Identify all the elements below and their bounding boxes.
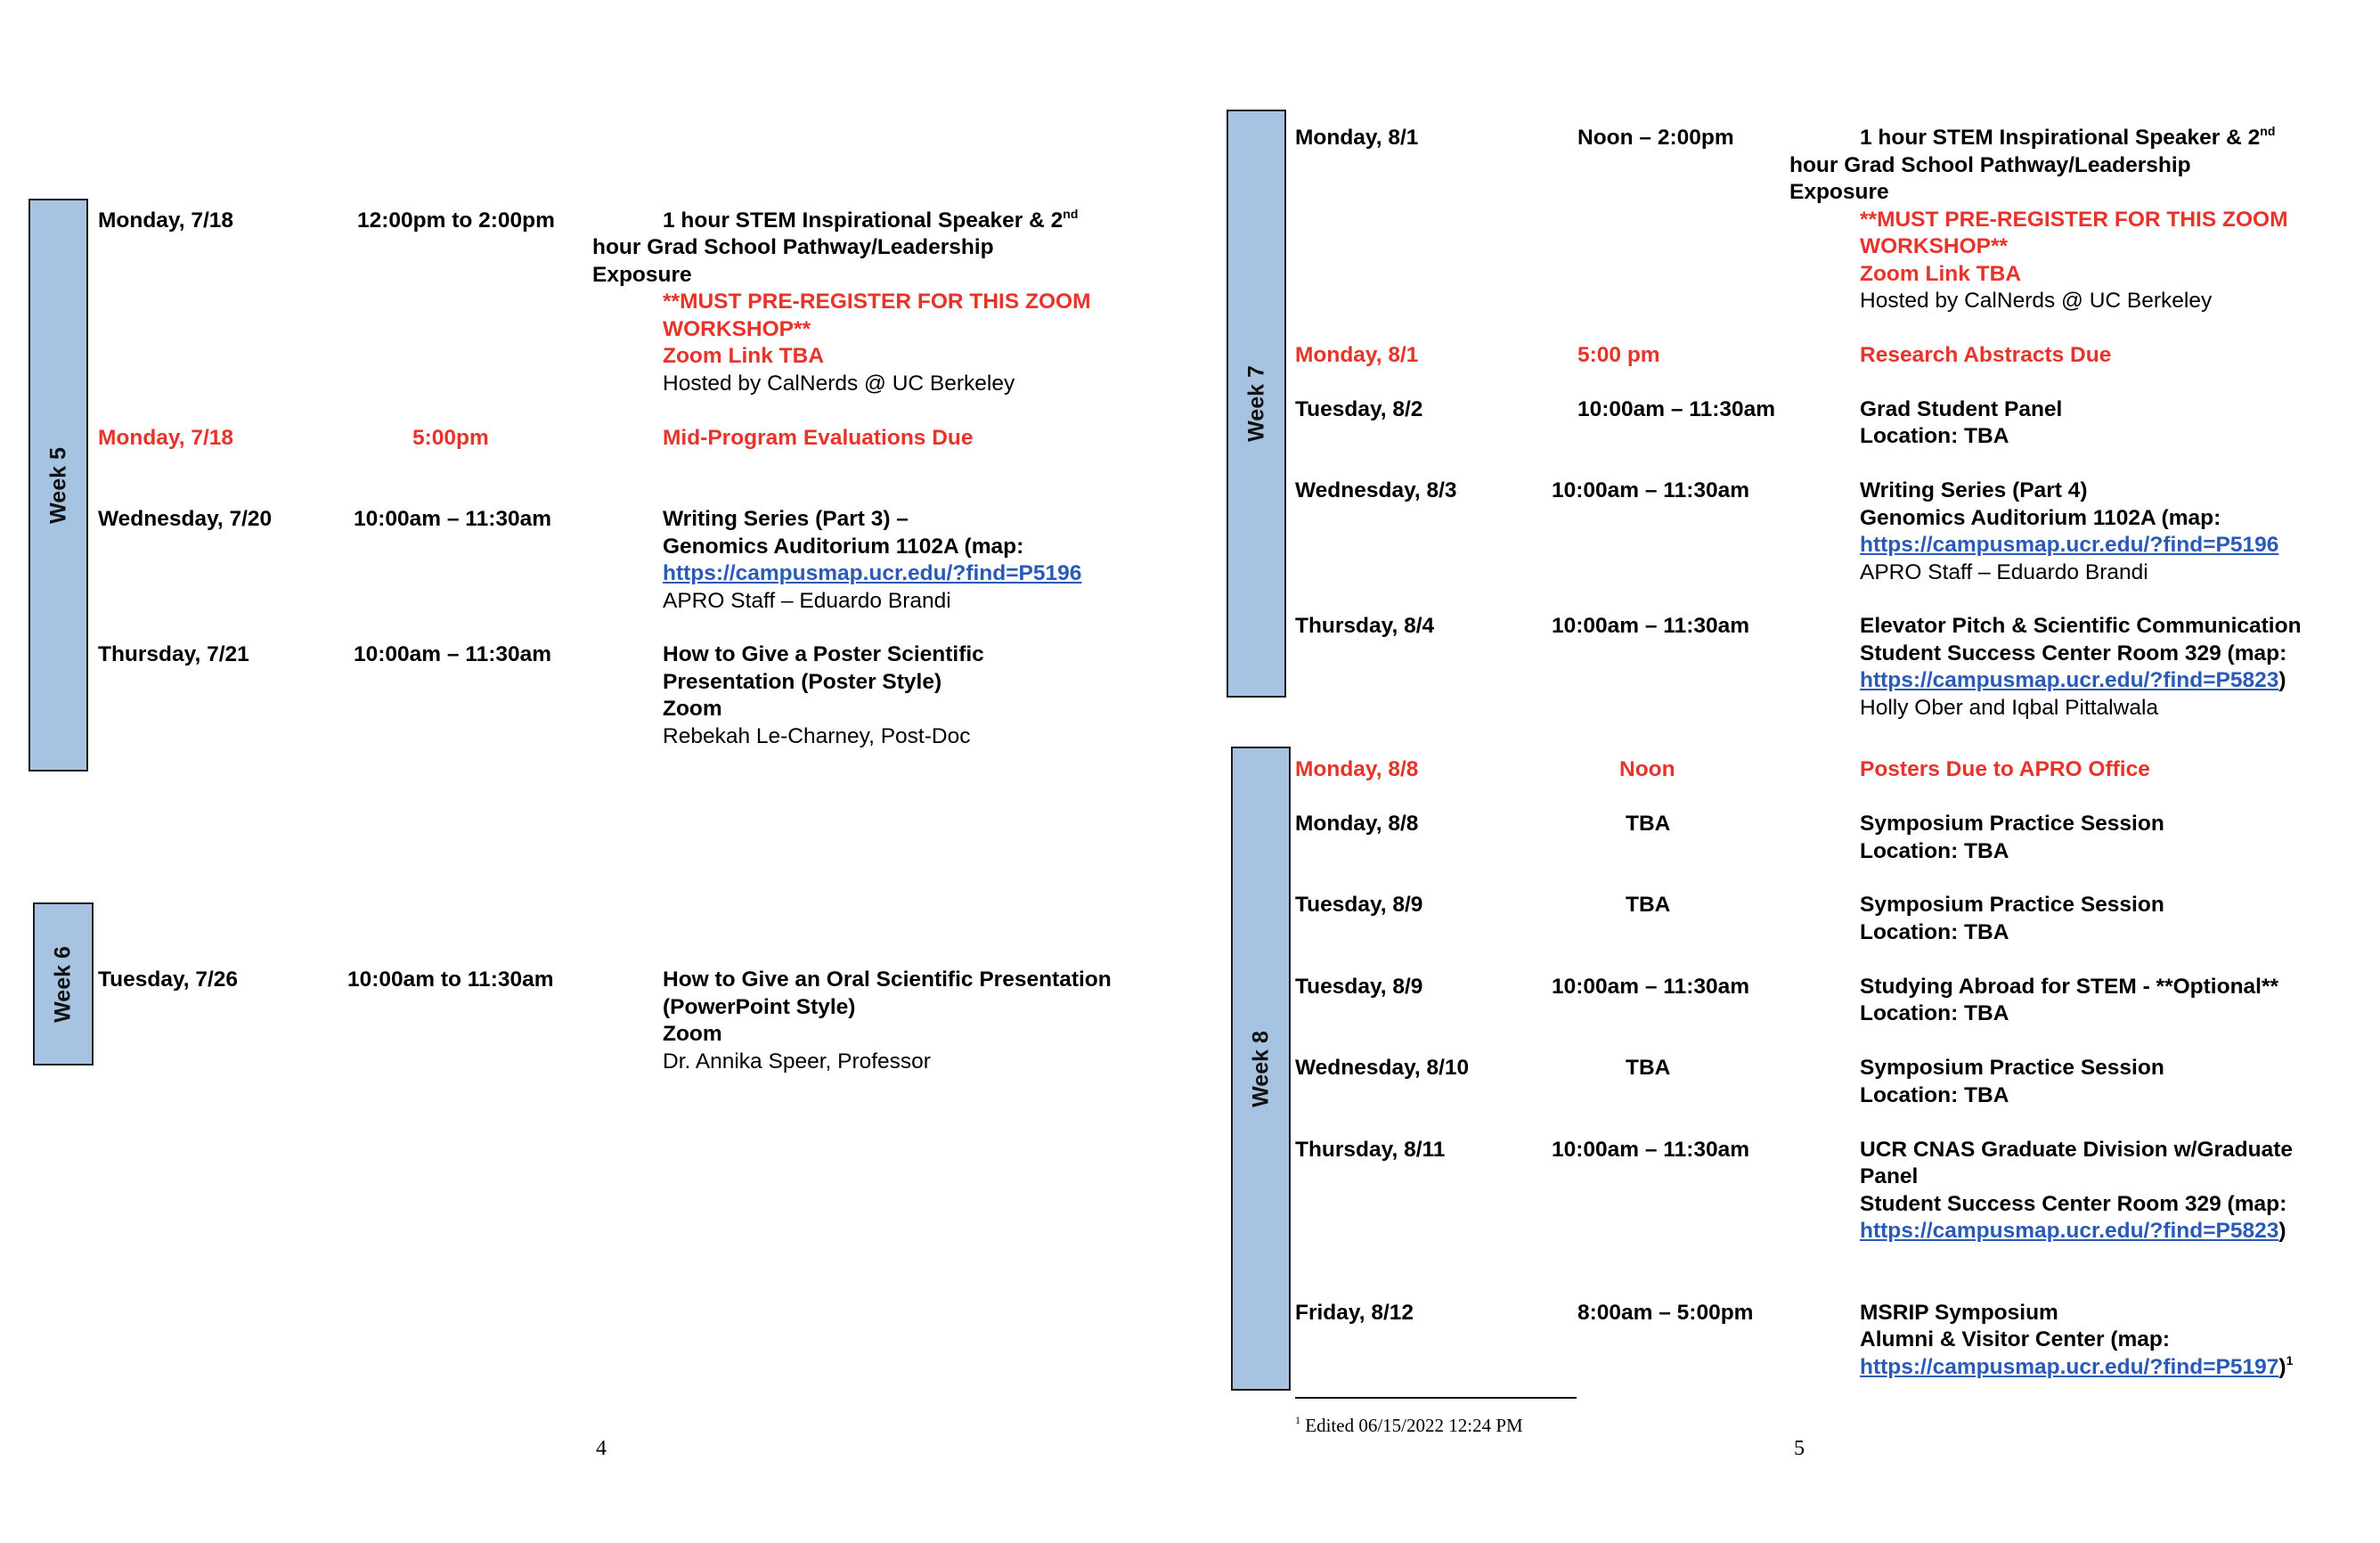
event-title-text: 1 hour STEM Inspirational Speaker & 2 [663, 208, 1064, 233]
event-location: Genomics Auditorium 1102A (map: [663, 535, 1024, 559]
event-presenter: APRO Staff – Eduardo Brandi [1860, 560, 2148, 584]
event-time: 10:00am to 11:30am [347, 967, 554, 992]
event-date: Monday, 8/8 [1295, 757, 1419, 781]
event-link-line [1860, 1354, 2293, 1382]
event-time: 8:00am – 5:00pm [1577, 1301, 1754, 1325]
week-8-label-box [1231, 747, 1291, 1391]
event-date: Monday, 8/8 [1295, 812, 1419, 836]
campus-map-link[interactable]: https://campusmap.ucr.edu/?find=P5823 [1860, 668, 2279, 692]
registration-notice: **MUST PRE-REGISTER FOR THIS ZOOM [663, 290, 1091, 314]
link-suffix: ) [2278, 1219, 2286, 1243]
campus-map-link[interactable]: https://campusmap.ucr.edu/?find=P5196 [1860, 533, 2279, 557]
event-date: Thursday, 8/11 [1295, 1138, 1446, 1162]
event-title: Symposium Practice Session [1860, 1056, 2164, 1080]
event-date: Monday, 7/18 [98, 208, 234, 233]
event-date: Wednesday, 8/3 [1295, 478, 1457, 502]
footnote [1295, 1415, 1523, 1437]
event-presenter: Dr. Annika Speer, Professor [663, 1049, 931, 1074]
event-title: How to Give a Poster Scientific [663, 642, 984, 666]
event-location: Genomics Auditorium 1102A (map: [1860, 506, 2221, 530]
event-title: Elevator Pitch & Scientific Communication [1860, 614, 2302, 638]
event-host: Hosted by CalNerds @ UC Berkeley [663, 371, 1015, 396]
event-title-text: 1 hour STEM Inspirational Speaker & 2 [1860, 126, 2261, 150]
event-time: TBA [1626, 893, 1671, 917]
event-location: Location: TBA [1860, 1001, 2009, 1025]
event-time: Noon [1619, 757, 1675, 781]
event-date: Wednesday, 8/10 [1295, 1056, 1470, 1080]
event-location: Student Success Center Room 329 (map: [1860, 1192, 2287, 1216]
event-date: Tuesday, 7/26 [98, 967, 239, 992]
event-time: TBA [1626, 1056, 1671, 1080]
event-title [1860, 125, 2275, 152]
event-time: 10:00am – 11:30am [1552, 614, 1750, 638]
link-suffix: ) [2278, 668, 2286, 692]
event-title-line: hour Grad School Pathway/Leadership [592, 235, 994, 259]
event-time: 5:00pm [412, 426, 489, 450]
event-time: 10:00am – 11:30am [1552, 478, 1750, 502]
event-title: Studying Abroad for STEM - **Optional** [1860, 975, 2279, 999]
event-time: 10:00am – 11:30am [1552, 1138, 1750, 1162]
campus-map-link[interactable]: https://campusmap.ucr.edu/?find=P5196 [663, 561, 1082, 585]
event-title: Writing Series (Part 4) [1860, 478, 2088, 502]
superscript: nd [2260, 124, 2276, 138]
event-date: Thursday, 8/4 [1295, 614, 1435, 638]
event-time: Noon – 2:00pm [1577, 126, 1734, 150]
page-5 [1190, 0, 2380, 1543]
event-time: TBA [1626, 812, 1671, 836]
event-title-line: hour Grad School Pathway/Leadership [1789, 153, 2191, 177]
week-label: Week 7 [1243, 365, 1268, 442]
footnote-reference[interactable]: 1 [2286, 1353, 2294, 1367]
event-location: Zoom [663, 697, 722, 721]
week-label: Week 5 [45, 446, 70, 524]
event-date: Monday, 7/18 [98, 426, 234, 450]
event-time: 10:00am – 11:30am [1577, 397, 1776, 421]
event-presenter: Rebekah Le-Charney, Post-Doc [663, 724, 971, 748]
registration-notice: WORKSHOP** [1860, 234, 2009, 258]
event-time: 12:00pm to 2:00pm [357, 208, 555, 233]
event-presenter: APRO Staff – Eduardo Brandi [663, 589, 951, 613]
week-label: Week 6 [50, 945, 76, 1023]
event-title-line: Exposure [1789, 180, 1889, 204]
footnote-marker: 1 [1295, 1414, 1300, 1426]
event-title: UCR CNAS Graduate Division w/Graduate [1860, 1138, 2294, 1162]
event-time: 10:00am – 11:30am [354, 642, 552, 666]
event-title: Grad Student Panel [1860, 397, 2063, 421]
event-date: Monday, 8/1 [1295, 126, 1419, 150]
page-number: 5 [1794, 1437, 1805, 1460]
event-title-line: Panel [1860, 1164, 1919, 1188]
link-suffix: ) [2278, 1355, 2286, 1379]
registration-notice: **MUST PRE-REGISTER FOR THIS ZOOM [1860, 208, 2288, 232]
event-date: Tuesday, 8/9 [1295, 975, 1423, 999]
event-title: Research Abstracts Due [1860, 343, 2112, 367]
event-title-line: Presentation (Poster Style) [663, 670, 942, 694]
event-title: Mid-Program Evaluations Due [663, 426, 974, 450]
superscript: nd [1063, 207, 1079, 221]
event-title: Posters Due to APRO Office [1860, 757, 2150, 781]
event-location: Location: TBA [1860, 839, 2009, 863]
event-link-line [1860, 667, 2286, 695]
event-time: 10:00am – 11:30am [354, 507, 552, 531]
week-7-label-box [1227, 110, 1286, 698]
event-location: Location: TBA [1860, 424, 2009, 448]
event-title-line: Exposure [592, 263, 692, 287]
event-title-line: (PowerPoint Style) [663, 995, 856, 1019]
event-time: 5:00 pm [1577, 343, 1660, 367]
campus-map-link[interactable]: https://campusmap.ucr.edu/?find=P5823 [1860, 1219, 2279, 1243]
event-date: Monday, 8/1 [1295, 343, 1419, 367]
event-title: MSRIP Symposium [1860, 1301, 2058, 1325]
footnote-text: Edited 06/15/2022 12:24 PM [1305, 1415, 1523, 1436]
campus-map-link[interactable]: https://campusmap.ucr.edu/?find=P5197 [1860, 1355, 2279, 1379]
event-date: Tuesday, 8/2 [1295, 397, 1423, 421]
event-date: Thursday, 7/21 [98, 642, 249, 666]
event-time: 10:00am – 11:30am [1552, 975, 1750, 999]
event-title: Symposium Practice Session [1860, 893, 2164, 917]
event-date: Tuesday, 8/9 [1295, 893, 1423, 917]
week-5-label-box [29, 199, 88, 772]
week-6-label-box [33, 902, 94, 1065]
event-location: Zoom [663, 1022, 722, 1046]
event-location: Student Success Center Room 329 (map: [1860, 641, 2287, 665]
registration-notice: WORKSHOP** [663, 317, 811, 341]
zoom-link-notice: Zoom Link TBA [663, 344, 825, 368]
footnote-separator [1295, 1397, 1577, 1399]
event-title: Symposium Practice Session [1860, 812, 2164, 836]
event-location: Location: TBA [1860, 1083, 2009, 1107]
event-title [663, 208, 1078, 235]
event-date: Wednesday, 7/20 [98, 507, 273, 531]
week-label: Week 8 [1248, 1030, 1273, 1107]
event-host: Hosted by CalNerds @ UC Berkeley [1860, 289, 2213, 313]
zoom-link-notice: Zoom Link TBA [1860, 262, 2022, 286]
event-presenter: Holly Ober and Iqbal Pittalwala [1860, 696, 2159, 720]
event-location: Location: TBA [1860, 920, 2009, 944]
event-date: Friday, 8/12 [1295, 1301, 1414, 1325]
event-link-line [1860, 1218, 2286, 1245]
event-title: How to Give an Oral Scientific Presentation [663, 967, 1112, 992]
event-location: Alumni & Visitor Center (map: [1860, 1327, 2171, 1351]
page-number: 4 [596, 1437, 607, 1460]
event-title: Writing Series (Part 3) – [663, 507, 909, 531]
